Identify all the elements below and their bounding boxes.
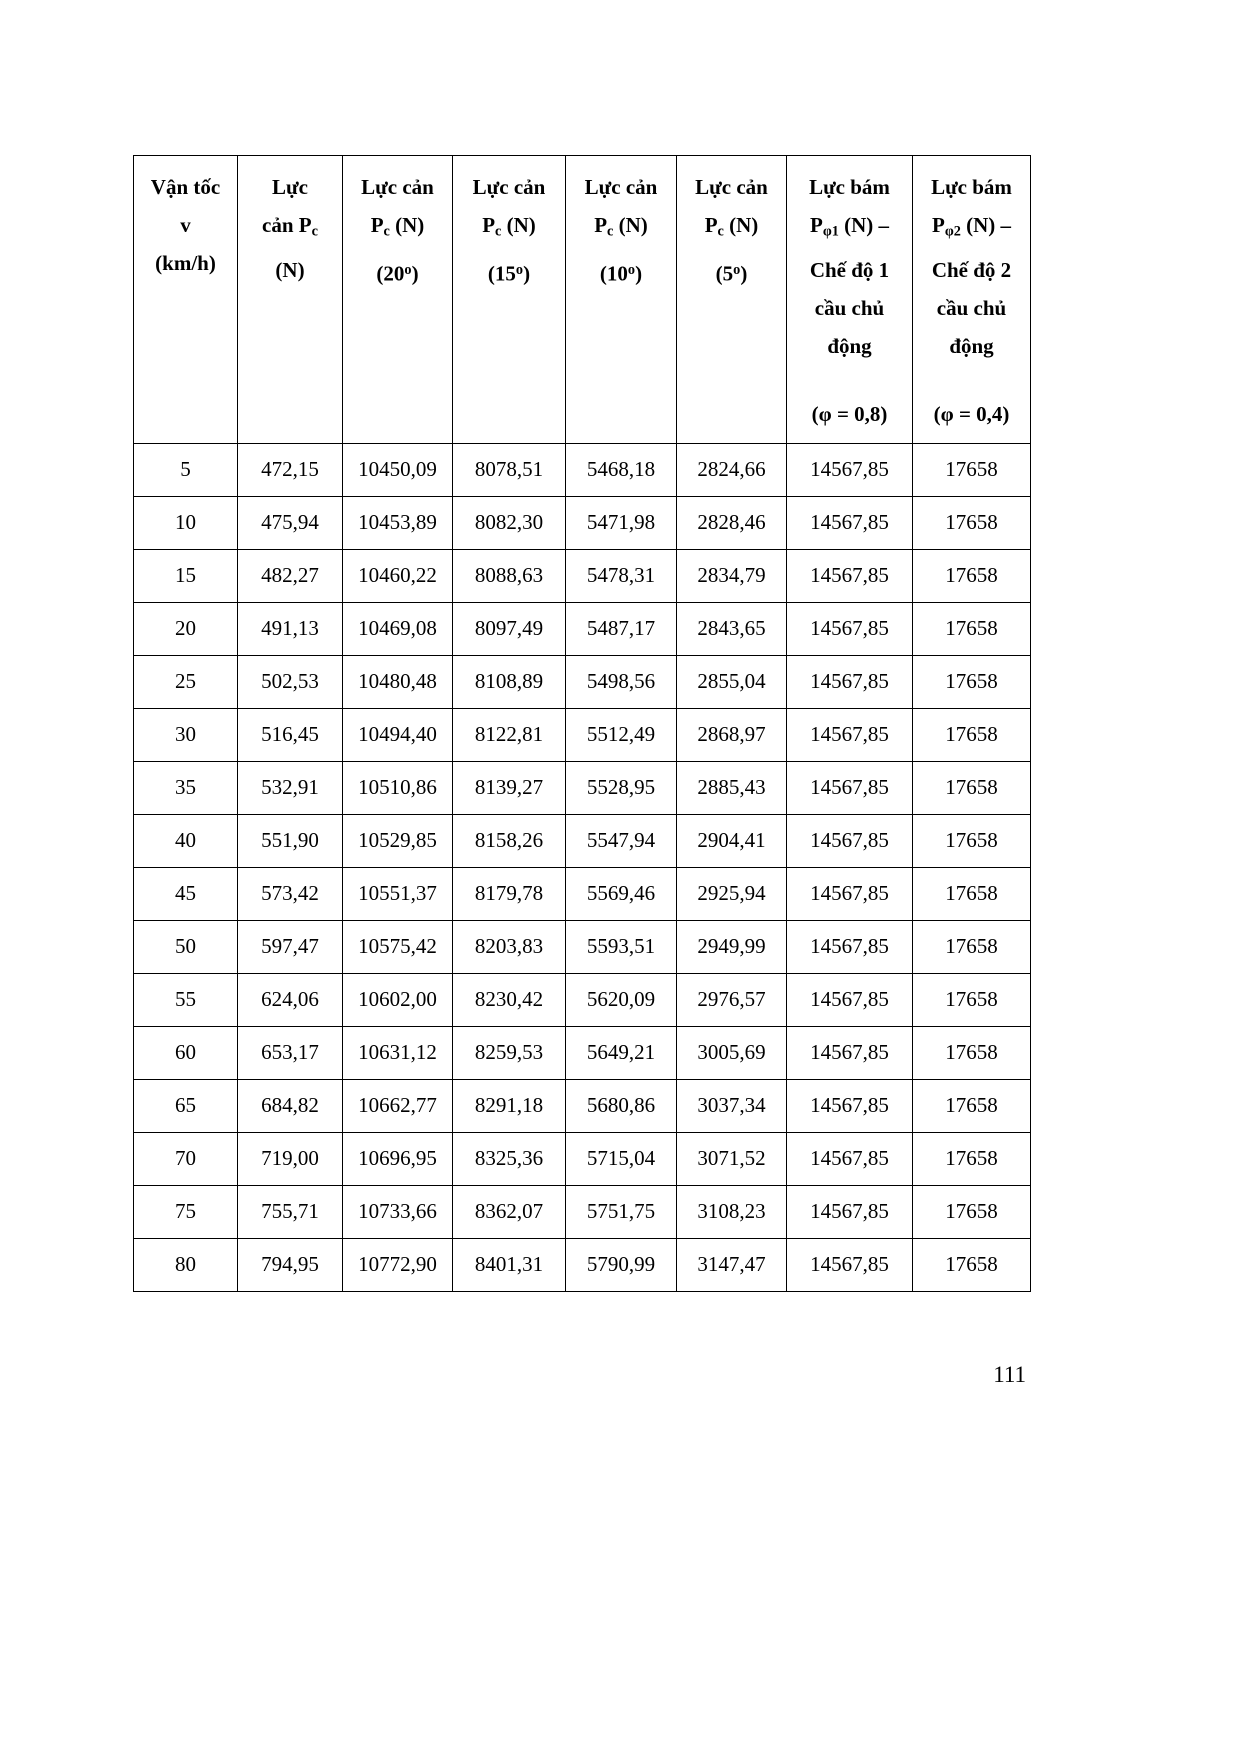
table-cell: 8088,63	[453, 549, 566, 602]
table-cell: 14567,85	[787, 867, 913, 920]
table-cell: 10575,42	[343, 920, 453, 973]
table-cell: 5471,98	[566, 496, 677, 549]
header-line: Chế độ 1	[809, 257, 890, 282]
table-cell: 2949,99	[677, 920, 787, 973]
table-cell: 10480,48	[343, 655, 453, 708]
table-cell: 10733,66	[343, 1185, 453, 1238]
cell-speed: 75	[134, 1185, 238, 1238]
table-cell: 5751,75	[566, 1185, 677, 1238]
table-cell: 17658	[913, 443, 1031, 496]
table-cell: 17658	[913, 867, 1031, 920]
table-cell: 8291,18	[453, 1079, 566, 1132]
header-line: (10$^o$)	[599, 260, 643, 285]
table-cell: 794,95	[238, 1238, 343, 1291]
cell-speed: 55	[134, 973, 238, 1026]
table-row	[134, 1079, 1031, 1132]
table-cell: 5593,51	[566, 920, 677, 973]
table-cell: 5649,21	[566, 1026, 677, 1079]
cell-speed: 30	[134, 708, 238, 761]
table-cell: 17658	[913, 708, 1031, 761]
table-cell: 14567,85	[787, 761, 913, 814]
table-header-row	[134, 156, 1031, 444]
table-row	[134, 814, 1031, 867]
table-cell: 10551,37	[343, 867, 453, 920]
table-cell: 10602,00	[343, 973, 453, 1026]
header-line: Lực cản	[695, 175, 768, 199]
table-cell: 2868,97	[677, 708, 787, 761]
header-line: (20$^o$)	[376, 260, 419, 285]
table-cell: 17658	[913, 1132, 1031, 1185]
header-line: Lực cản	[472, 175, 546, 199]
table-cell: 10453,89	[343, 496, 453, 549]
table-body	[134, 443, 1031, 1291]
header-line: (15$^o$)	[487, 260, 531, 285]
header-line: động	[827, 333, 872, 358]
table-cell: 5790,99	[566, 1238, 677, 1291]
cell-speed: 45	[134, 867, 238, 920]
header-line: Lực	[272, 175, 308, 199]
table-cell: 8325,36	[453, 1132, 566, 1185]
table-head	[134, 156, 1031, 444]
table-row	[134, 1132, 1031, 1185]
table-cell: 17658	[913, 549, 1031, 602]
table-cell: 17658	[913, 1185, 1031, 1238]
table-cell: 10662,77	[343, 1079, 453, 1132]
table-cell: 624,06	[238, 973, 343, 1026]
header-line: (φ = 0,4)	[933, 401, 1010, 426]
header-line: cầu chủ	[814, 295, 885, 320]
table-cell: 8108,89	[453, 655, 566, 708]
table-row	[134, 1026, 1031, 1079]
table-cell: 10529,85	[343, 814, 453, 867]
table-cell: 14567,85	[787, 708, 913, 761]
header-line: $P_c$ (N)	[594, 213, 648, 240]
table-cell: 5512,49	[566, 708, 677, 761]
table-cell: 2885,43	[677, 761, 787, 814]
table-row	[134, 496, 1031, 549]
cell-speed: 20	[134, 602, 238, 655]
table-cell: 8401,31	[453, 1238, 566, 1291]
table-cell: 14567,85	[787, 973, 913, 1026]
table-cell: 14567,85	[787, 496, 913, 549]
table-cell: 10460,22	[343, 549, 453, 602]
cell-speed: 70	[134, 1132, 238, 1185]
table-cell: 10772,90	[343, 1238, 453, 1291]
cell-speed: 60	[134, 1026, 238, 1079]
table-row	[134, 973, 1031, 1026]
table-cell: 3037,34	[677, 1079, 787, 1132]
cell-speed: 10	[134, 496, 238, 549]
table-cell: 482,27	[238, 549, 343, 602]
table-row	[134, 443, 1031, 496]
table-cell: 573,42	[238, 867, 343, 920]
table-cell: 597,47	[238, 920, 343, 973]
table-cell: 8362,07	[453, 1185, 566, 1238]
cell-speed: 80	[134, 1238, 238, 1291]
table-cell: 5487,17	[566, 602, 677, 655]
header-line: v	[180, 213, 191, 237]
table-cell: 3071,52	[677, 1132, 787, 1185]
table-cell: 475,94	[238, 496, 343, 549]
table-cell: 14567,85	[787, 1132, 913, 1185]
table-cell: 5528,95	[566, 761, 677, 814]
table-row	[134, 1185, 1031, 1238]
header-cell-pc	[238, 156, 343, 444]
table-cell: 2824,66	[677, 443, 787, 496]
header-line: $P_c$ (N)	[370, 213, 425, 240]
header-line: (N)	[275, 257, 305, 282]
table-cell: 14567,85	[787, 920, 913, 973]
table-cell: 491,13	[238, 602, 343, 655]
table-cell: 8158,26	[453, 814, 566, 867]
table-cell: 14567,85	[787, 1026, 913, 1079]
table-cell: 2828,46	[677, 496, 787, 549]
table-cell: 2904,41	[677, 814, 787, 867]
header-line: Lực cản	[361, 175, 434, 199]
table-cell: 516,45	[238, 708, 343, 761]
table-cell: 10631,12	[343, 1026, 453, 1079]
header-line	[915, 365, 1028, 395]
table-cell: 17658	[913, 920, 1031, 973]
table-cell: 17658	[913, 655, 1031, 708]
table-cell: 5498,56	[566, 655, 677, 708]
table-cell: 532,91	[238, 761, 343, 814]
table-cell: 17658	[913, 973, 1031, 1026]
header-line: $P_{\varphi 1}$ (N) –	[809, 213, 890, 240]
table-cell: 755,71	[238, 1185, 343, 1238]
table-cell: 14567,85	[787, 602, 913, 655]
header-line: $P_c$ (N)	[482, 213, 536, 240]
table-cell: 551,90	[238, 814, 343, 867]
table-row	[134, 549, 1031, 602]
header-line: cản $P_c$	[262, 213, 318, 240]
table-cell: 502,53	[238, 655, 343, 708]
table-cell: 8259,53	[453, 1026, 566, 1079]
header-line: Lực cản	[584, 175, 658, 199]
header-line: (km/h)	[155, 251, 216, 275]
table-cell: 14567,85	[787, 814, 913, 867]
table-cell: 5680,86	[566, 1079, 677, 1132]
table-cell: 17658	[913, 761, 1031, 814]
page-number: 111	[993, 1362, 1026, 1387]
table-cell: 3147,47	[677, 1238, 787, 1291]
table-cell: 8082,30	[453, 496, 566, 549]
table-cell: 14567,85	[787, 443, 913, 496]
table-cell: 17658	[913, 602, 1031, 655]
table-cell: 3005,69	[677, 1026, 787, 1079]
table-cell: 5468,18	[566, 443, 677, 496]
table-cell: 8078,51	[453, 443, 566, 496]
table-row	[134, 867, 1031, 920]
table-cell: 5569,46	[566, 867, 677, 920]
table-cell: 8203,83	[453, 920, 566, 973]
table-cell: 8230,42	[453, 973, 566, 1026]
table-cell: 2834,79	[677, 549, 787, 602]
header-line: $P_c$ (N)	[704, 213, 759, 240]
header-line: động	[949, 333, 994, 358]
table-cell: 10510,86	[343, 761, 453, 814]
header-cell-pc15	[453, 156, 566, 444]
table-row	[134, 602, 1031, 655]
table-cell: 17658	[913, 814, 1031, 867]
table-row	[134, 1238, 1031, 1291]
table-cell: 14567,85	[787, 1185, 913, 1238]
header-cell-pc20	[343, 156, 453, 444]
table-cell: 17658	[913, 1238, 1031, 1291]
header-line: $P_{\varphi 2}$ (N) –	[931, 213, 1012, 240]
table-cell: 2925,94	[677, 867, 787, 920]
table-cell: 10450,09	[343, 443, 453, 496]
header-line: Lực bám	[931, 175, 1012, 199]
table-row	[134, 920, 1031, 973]
table-cell: 2843,65	[677, 602, 787, 655]
table-cell: 10494,40	[343, 708, 453, 761]
forces-table	[133, 155, 1031, 1292]
header-line: Lực bám	[809, 175, 890, 199]
table-cell: 17658	[913, 1026, 1031, 1079]
table-cell: 8097,49	[453, 602, 566, 655]
table-cell: 14567,85	[787, 1079, 913, 1132]
table-cell: 14567,85	[787, 655, 913, 708]
table-cell: 8179,78	[453, 867, 566, 920]
table-cell: 14567,85	[787, 1238, 913, 1291]
header-line: (φ = 0,8)	[811, 401, 888, 426]
table-cell: 2855,04	[677, 655, 787, 708]
table-cell: 5715,04	[566, 1132, 677, 1185]
header-cell-pc10	[566, 156, 677, 444]
table-cell: 5478,31	[566, 549, 677, 602]
table-cell: 17658	[913, 496, 1031, 549]
table-cell: 17658	[913, 1079, 1031, 1132]
table-cell: 2976,57	[677, 973, 787, 1026]
table-row	[134, 708, 1031, 761]
table-cell: 5547,94	[566, 814, 677, 867]
cell-speed: 50	[134, 920, 238, 973]
header-cell-pc5	[677, 156, 787, 444]
table-cell: 8122,81	[453, 708, 566, 761]
header-line	[789, 365, 910, 395]
table-row	[134, 655, 1031, 708]
table-row	[134, 761, 1031, 814]
cell-speed: 40	[134, 814, 238, 867]
header-cell-pphi1	[787, 156, 913, 444]
table-cell: 10469,08	[343, 602, 453, 655]
cell-speed: 15	[134, 549, 238, 602]
cell-speed: 25	[134, 655, 238, 708]
table-cell: 14567,85	[787, 549, 913, 602]
table-cell: 3108,23	[677, 1185, 787, 1238]
header-cell-pphi2	[913, 156, 1031, 444]
table-cell: 719,00	[238, 1132, 343, 1185]
cell-speed: 35	[134, 761, 238, 814]
header-line: Vận tốc	[150, 175, 221, 199]
header-line: cầu chủ	[936, 295, 1007, 320]
table-cell: 8139,27	[453, 761, 566, 814]
header-line: (5$^o$)	[715, 260, 748, 285]
cell-speed: 5	[134, 443, 238, 496]
table-cell: 5620,09	[566, 973, 677, 1026]
table-cell: 684,82	[238, 1079, 343, 1132]
table-cell: 10696,95	[343, 1132, 453, 1185]
table-cell: 653,17	[238, 1026, 343, 1079]
header-line: Chế độ 2	[931, 257, 1012, 282]
table-cell: 472,15	[238, 443, 343, 496]
header-cell-v	[134, 156, 238, 444]
cell-speed: 65	[134, 1079, 238, 1132]
